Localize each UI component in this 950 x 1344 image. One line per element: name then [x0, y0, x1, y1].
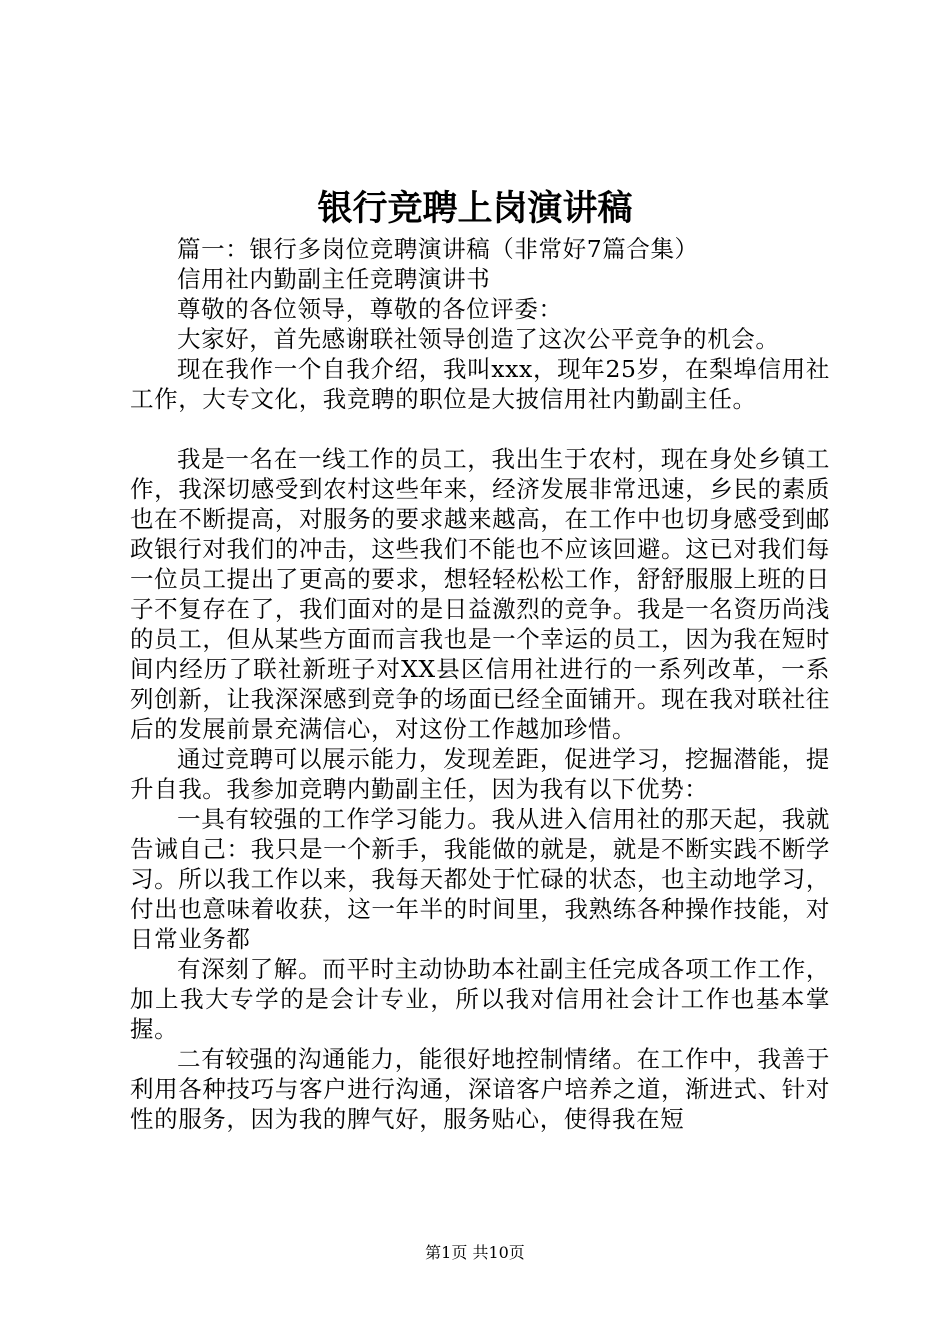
- paragraph-speech-title: 信用社内勤副主任竞聘演讲书: [177, 265, 491, 293]
- paragraph-motivation: 通过竞聘可以展示能力，发现差距，促进学习，挖掘潜能，提升自我。我参加竞聘内勤副主任，因为我有以下优势：: [130, 745, 830, 803]
- paragraph-advantage-one: 一具有较强的工作学习能力。我从进入信用社的那天起，我就告诫自己：我只是一个新手，我能做的就是，就是不断实践不断学习。所以我工作以来，我每天都处于忙碌的状态，也主动地学习，付出也意味着收获，这一年半的时间里，我熟练各种操作技能，对日常业务都: [130, 805, 830, 953]
- paragraph-advantage-two: 二有较强的沟通能力，能很好地控制情绪。在工作中，我善于利用各种技巧与客户进行沟通，深谙客户培养之道，渐进式、针对性的服务，因为我的脾气好，服务贴心，使得我在短: [130, 1045, 830, 1133]
- paragraph-self-introduction: 现在我作一个自我介绍，我叫xxx，现年25岁，在梨埠信用社工作，大专文化，我竞聘的职位是大披信用社内勤副主任。: [130, 355, 830, 413]
- paragraph-salutation: 尊敬的各位领导，尊敬的各位评委：: [177, 295, 563, 323]
- document-body: [130, 234, 830, 1134]
- page-footer: 第1页 共10页: [425, 1243, 525, 1262]
- paragraph-background: 我是一名在一线工作的员工，我出生于农村，现在身处乡镇工作，我深切感受到农村这些年来，经济发展非常迅速，乡民的素质也在不断提高，对服务的要求越来越高，在工作中也切身感受到邮政银行对我们的冲击，这些我们不能也不应该回避。这已对我们每一位员工提出了更高的要求，想轻轻松松工作，舒舒服服上班的日子不复存在了，我们面对的是日益激烈的竞争。我是一名资历尚浅的员工，但从某些方面而言我也是一个幸运的员工，因为我在短时间内经历了联社新班子对XX县区信用社进行的一系列改革，一系列创新，让我深深感到竞争的场面已经全面铺开。现在我对联社往后的发展前景充满信心，对这份工作越加珍惜。: [130, 445, 830, 743]
- paragraph-advantage-one-continued: 有深刻了解。而平时主动协助本社副主任完成各项工作工作，加上我大专学的是会计专业，所以我对信用社会计工作也基本掌握。: [130, 955, 830, 1043]
- blank-line: [130, 414, 830, 444]
- paragraph-section-heading: 篇一：银行多岗位竞聘演讲稿（非常好7篇合集）: [177, 235, 699, 263]
- paragraph-greeting: 大家好，首先感谢联社领导创造了这次公平竞争的机会。: [177, 325, 780, 353]
- document-title: 银行竞聘上岗演讲稿: [317, 188, 633, 229]
